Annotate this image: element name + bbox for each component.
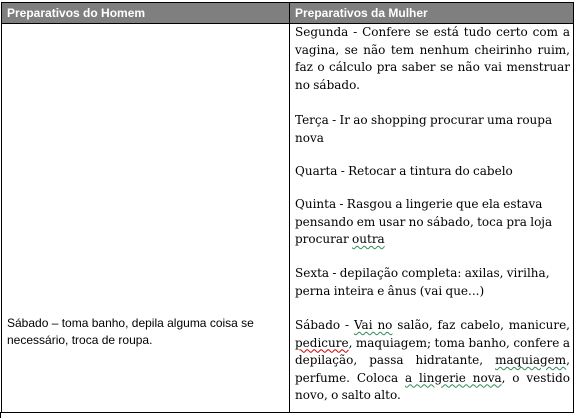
sabado-part-8: a lingerie nova (405, 370, 502, 385)
entry-quinta-underlined: outra (352, 232, 385, 246)
sabado-part-1: Sábado - (295, 318, 354, 332)
sabado-part-4: pedicure (295, 335, 349, 350)
sabado-part-7: , perfume. Coloca (295, 353, 570, 385)
entry-quarta: Quarta - Retocar a tintura do cabelo (295, 164, 513, 178)
entry-quinta-text: Quinta - Rasgou a lingerie que ela estava pensando em usar no sábado, toca pra loja procurar (295, 197, 553, 246)
table-header-row (2, 3, 573, 24)
entry-quinta (295, 196, 570, 249)
men-cell: Sábado – toma banho, depila alguma coisa se necessário, troca de roupa. (7, 316, 254, 347)
sabado-part-5: , maquiagem; toma banho, confere a depilação, passa hidratante, (295, 335, 570, 367)
entry-terca: Terça - Ir ao shopping procurar uma roupa nova (295, 113, 553, 145)
entry-sabado (295, 317, 570, 405)
sabado-part-2: Vai no (353, 318, 393, 332)
text-cursor-mark (0, 412, 1, 418)
header-men: Preparativos do Homem (7, 6, 146, 20)
entry-sexta: Sexta - depilação completa: axilas, virilha, perna inteira e ânus (vai que...) (295, 266, 550, 298)
sabado-part-6: maquiagem (495, 353, 567, 367)
entry-segunda: Segunda - Confere se está tudo certo com a vagina, se não tem nenhum cheirinho ruim, faz o cálculo pra saber se não vai menstruar no sábado. (295, 25, 570, 92)
column-divider (289, 3, 290, 412)
header-women: Preparativos da Mulher (295, 6, 428, 20)
sabado-part-3: salão, faz cabelo, manicure, (392, 318, 571, 332)
comparison-table (1, 2, 574, 413)
sabado-part-9: , o vestido novo, o salto alto. (295, 370, 570, 402)
